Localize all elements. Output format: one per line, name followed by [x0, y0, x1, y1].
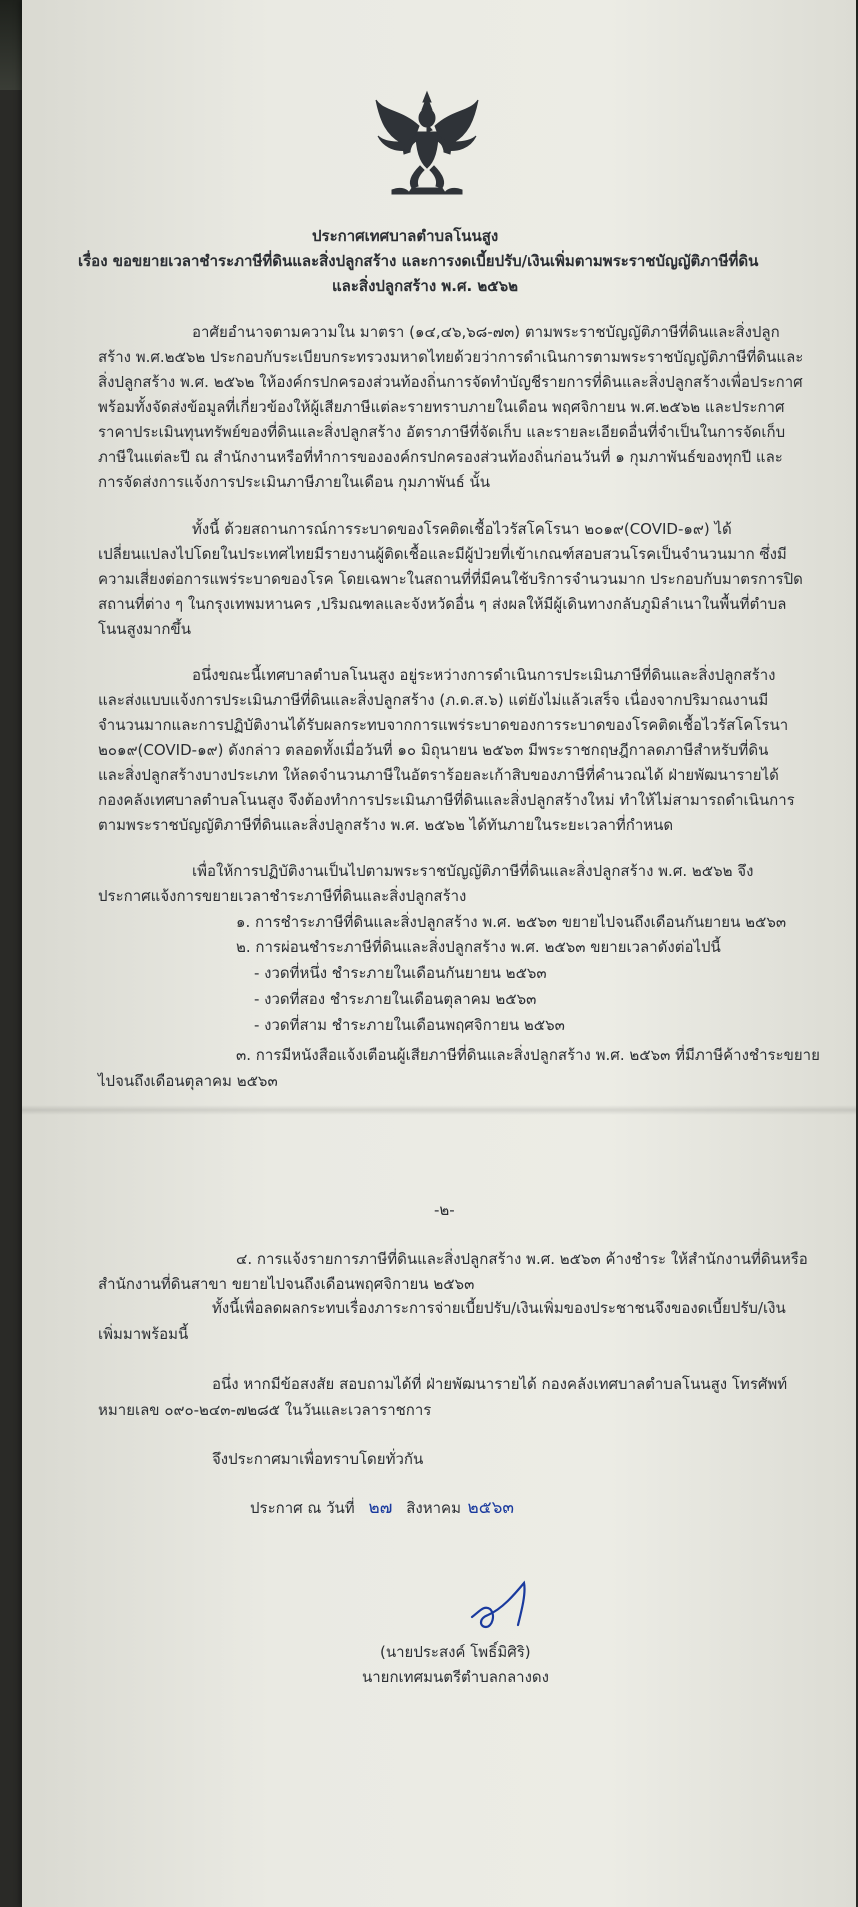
- garuda-emblem-icon: [372, 90, 482, 202]
- para2-line: ความเสี่ยงต่อการแพร่ระบาดของโรค โดยเฉพาะในสถานที่ที่มีคนใช้บริการจำนวนมาก ประกอบกับมาตรการปิด: [98, 570, 803, 588]
- para1-line: สร้าง พ.ศ.๒๕๖๒ ประกอบกับระเบียบกระทรวงมหาดไทยด้วยว่าการดำเนินการตามพระราชบัญญัติภาษีที่ดินและ: [98, 348, 804, 366]
- para1-line: การจัดส่งการแจ้งการประเมินภาษีภายในเดือน กุมภาพันธ์ นั้น: [98, 473, 491, 491]
- para1-line: ราคาประเมินทุนทรัพย์ของที่ดินและสิ่งปลูกสร้าง อัตราภาษีที่จัดเก็บ และรายละเอียดอื่นที่จำเป็นในการจัดเก็บ: [98, 423, 786, 441]
- para3-line: ๒๐๑๙(COVID-๑๙) ดังกล่าว ตลอดทั้งเมื่อวันที่ ๑๐ มิถุนายน ๒๕๖๓ มีพระราชกฤษฎีกาลดภาษีสำหรับที่ดิน: [98, 741, 769, 759]
- date-month: สิงหาคม: [406, 1499, 461, 1517]
- para4-line: ประกาศแจ้งการขยายเวลาชำระภาษีที่ดินและสิ่งปลูกสร้าง: [98, 887, 467, 905]
- para3-line: กองคลังเทศบาลตำบลโนนสูง จึงต้องทำการประเมินภาษีที่ดินและสิ่งปลูกสร้างใหม่ ทำให้ไม่สามารถดำเนินการ: [98, 791, 795, 809]
- date-day: ๒๗: [368, 1498, 393, 1518]
- item-4-line-1: ๔. การแจ้งรายการภาษีที่ดินและสิ่งปลูกสร้าง พ.ศ. ๒๕๖๓ ค้างชำระ ให้สำนักงานที่ดินหรือ: [236, 1250, 808, 1268]
- item-3-line-1: ๓. การมีหนังสือแจ้งเตือนผู้เสียภาษีที่ดินและสิ่งปลูกสร้าง พ.ศ. ๒๕๖๓ ที่มีภาษีค้างชำระขยาย: [236, 1046, 820, 1064]
- signature-icon: [462, 1575, 552, 1635]
- para1-line: สิ่งปลูกสร้าง พ.ศ. ๒๕๖๒ ให้องค์กรปกครองส่วนท้องถิ่นการจัดทำบัญชีรายการที่ดินและสิ่งปลูกสร้างเพื่อประกาศ: [98, 373, 803, 391]
- document: [22, 0, 856, 1907]
- closing-statement: จึงประกาศมาเพื่อทราบโดยทั่วกัน: [212, 1450, 424, 1468]
- document-title: ประกาศเทศบาลตำบลโนนสูง: [312, 227, 499, 245]
- para4-line: เพื่อให้การปฏิบัติงานเป็นไปตามพระราชบัญญัติภาษีที่ดินและสิ่งปลูกสร้าง พ.ศ. ๒๕๖๒ จึง: [192, 862, 754, 880]
- para3-line: อนึ่งขณะนี้เทศบาลตำบลโนนสูง อยู่ระหว่างการดำเนินการประเมินภาษีที่ดินและสิ่งปลูกสร้าง: [192, 666, 776, 684]
- subject-line-2: และสิ่งปลูกสร้าง พ.ศ. ๒๕๖๒: [332, 277, 519, 295]
- para3-line: จำนวนมากและการปฏิบัติงานได้รับผลกระทบจากการแพร่ระบาดของการระบาดของโรคติดเชื้อไวรัสโคโรนา: [98, 716, 789, 734]
- note-line-1: ทั้งนี้เพื่อลดผลกระทบเรื่องภาระการจ่ายเบี้ยปรับ/เงินเพิ่มของประชาชนจึงของดเบี้ยปรับ/เงิน: [212, 1299, 786, 1317]
- signer-title: นายกเทศมนตรีตำบลกลางดง: [362, 1668, 549, 1686]
- para2-line: ทั้งนี้ ด้วยสถานการณ์การระบาดของโรคติดเชื้อไวรัสโคโรนา ๒๐๑๙(COVID-๑๙) ได้: [192, 520, 732, 538]
- signer-name: (นายประสงค์ โพธิ์มิศิริ): [380, 1643, 531, 1661]
- subject-line-1: เรื่อง ขอขยายเวลาชำระภาษีที่ดินและสิ่งปลูกสร้าง และการงดเบี้ยปรับ/เงินเพิ่มตามพระราชบัญญัติภาษีที่ดิน: [78, 252, 759, 270]
- para1-line: ภาษีในแต่ละปี ณ สำนักงานหรือที่ทำการขององค์กรปกครองส่วนท้องถิ่นก่อนวันที่ ๑ กุมภาพันธ์ของทุกปี และ: [98, 448, 783, 466]
- para1-line: พร้อมทั้งจัดส่งข้อมูลที่เกี่ยวข้องให้ผู้เสียภาษีแต่ละรายทราบภายในเดือน พฤศจิกายน พ.ศ.๒๕๖๒ และประกาศ: [98, 398, 785, 416]
- para3-line: ตามพระราชบัญญัติภาษีที่ดินและสิ่งปลูกสร้าง พ.ศ. ๒๕๖๒ ได้ทันภายในระยะเวลาที่กำหนด: [98, 816, 674, 834]
- para1-line: อาศัยอำนาจตามความใน มาตรา (๑๔,๔๖,๖๘-๗๓) ตามพระราชบัญญัติภาษีที่ดินและสิ่งปลูก: [192, 323, 780, 341]
- para2-line: โนนสูงมากขึ้น: [98, 620, 191, 638]
- contact-line-2: หมายเลข ๐๙๐-๒๔๓-๗๒๘๕ ในวันและเวลาราชการ: [98, 1401, 432, 1419]
- installment-3: - งวดที่สาม ชำระภายในเดือนพฤศจิกายน ๒๕๖๓: [254, 1016, 565, 1034]
- contact-line-1: อนึ่ง หากมีข้อสงสัย สอบถามได้ที่ ฝ่ายพัฒนารายได้ กองคลังเทศบาลตำบลโนนสูง โทรศัพท์: [212, 1375, 788, 1393]
- item-4-line-2: สำนักงานที่ดินสาขา ขยายไปจนถึงเดือนพฤศจิกายน ๒๕๖๓: [98, 1275, 475, 1293]
- installment-2: - งวดที่สอง ชำระภายในเดือนตุลาคม ๒๕๖๓: [254, 990, 537, 1008]
- page-number: -๒-: [434, 1201, 455, 1219]
- date-line: [250, 1498, 516, 1518]
- para3-line: และสิ่งปลูกสร้างบางประเภท ให้ลดจำนวนภาษีในอัตราร้อยละเก้าสิบของภาษีที่คำนวณได้ ฝ่ายพัฒนารายได้: [98, 766, 779, 784]
- installment-1: - งวดที่หนึ่ง ชำระภายในเดือนกันยายน ๒๕๖๓: [254, 964, 547, 982]
- para2-line: เปลี่ยนแปลงไปโดยในประเทศไทยมีรายงานผู้ติดเชื้อและมีผู้ป่วยที่เข้าเกณฑ์สอบสวนโรคเป็นจำนวนมาก ซึ่งมี: [98, 545, 787, 563]
- item-1: ๑. การชำระภาษีที่ดินและสิ่งปลูกสร้าง พ.ศ. ๒๕๖๓ ขยายไปจนถึงเดือนกันยายน ๒๕๖๓: [236, 913, 787, 931]
- item-3-line-2: ไปจนถึงเดือนตุลาคม ๒๕๖๓: [98, 1072, 278, 1090]
- item-2: ๒. การผ่อนชำระภาษีที่ดินและสิ่งปลูกสร้าง พ.ศ. ๒๕๖๓ ขยายเวลาดังต่อไปนี้: [236, 938, 721, 956]
- para3-line: และส่งแบบแจ้งการประเมินภาษีที่ดินและสิ่งปลูกสร้าง (ภ.ด.ส.๖) แต่ยังไม่แล้วเสร็จ เนื่องจากปริมาณงานมี: [98, 691, 769, 709]
- note-line-2: เพิ่มมาพร้อมนี้: [98, 1325, 189, 1343]
- date-year: ๒๕๖๓: [467, 1498, 514, 1518]
- date-prefix: ประกาศ ณ วันที่: [250, 1499, 355, 1517]
- para2-line: สถานที่ต่าง ๆ ในกรุงเทพมหานคร ,ปริมณฑลและจังหวัดอื่น ๆ ส่งผลให้มีผู้เดินทางกลับภูมิลำเนาในพื้นที่ตำบล: [98, 595, 787, 613]
